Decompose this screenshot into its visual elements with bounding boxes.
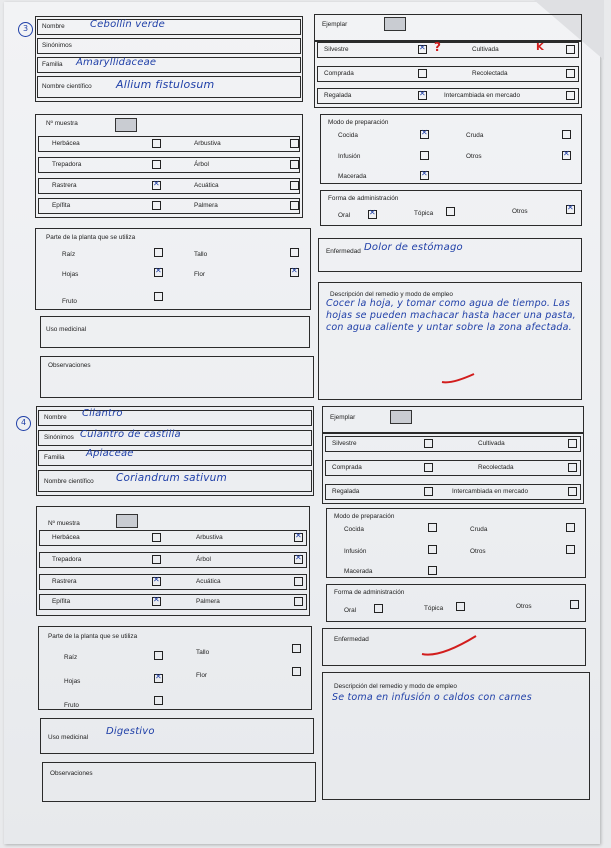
habit-checkbox-0[interactable] bbox=[152, 139, 161, 148]
name-field-2[interactable] bbox=[38, 410, 312, 426]
origin-label-1a: Silvestre bbox=[324, 46, 349, 53]
origin-checkbox-3a[interactable] bbox=[418, 91, 427, 100]
origin2-label-1a: Silvestre bbox=[332, 440, 357, 447]
habit2-label-4: Rastrera bbox=[52, 578, 77, 585]
part2-label-1: Tallo bbox=[196, 649, 210, 656]
part-label-4: Fruto bbox=[62, 298, 77, 305]
name-field[interactable] bbox=[37, 19, 301, 35]
specimen-block-2 bbox=[322, 406, 584, 434]
origin2-label-2a: Comprada bbox=[332, 464, 362, 471]
habit-checkbox-2[interactable] bbox=[152, 160, 161, 169]
prep-checkbox-0[interactable] bbox=[420, 130, 429, 139]
part-checkbox-3[interactable] bbox=[290, 268, 299, 277]
habit-checkbox-4[interactable] bbox=[152, 181, 161, 190]
habit2-checkbox-3[interactable] bbox=[294, 555, 303, 564]
habit-checkbox-7[interactable] bbox=[290, 201, 299, 210]
synonyms-value-2: Culantro de castilla bbox=[80, 429, 181, 440]
habit2-checkbox-7[interactable] bbox=[294, 597, 303, 606]
part2-checkbox-0[interactable] bbox=[154, 651, 163, 660]
habit-label-6: Epífita bbox=[52, 202, 71, 209]
habit-row-2-4 bbox=[39, 594, 307, 610]
admin-checkbox-0[interactable] bbox=[368, 210, 377, 219]
habit-row-4 bbox=[38, 198, 300, 214]
prep-label-0: Cocida bbox=[338, 132, 358, 139]
origin-row-2 bbox=[317, 66, 579, 82]
origin-label-3b: Intercambiada en mercado bbox=[444, 92, 521, 99]
origin-checkbox-1b[interactable] bbox=[566, 45, 575, 54]
origin2-checkbox-2a[interactable] bbox=[424, 463, 433, 472]
habit-checkbox-6[interactable] bbox=[152, 201, 161, 210]
paper-sheet bbox=[4, 2, 600, 844]
origin-checkbox-2a[interactable] bbox=[418, 69, 427, 78]
prep-label-3: Otros bbox=[466, 153, 482, 160]
part2-checkbox-1[interactable] bbox=[292, 644, 301, 653]
scientific-name-value: Allium fistulosum bbox=[116, 78, 215, 91]
plant-parts-label-2: Parte de la planta que se utiliza bbox=[48, 633, 138, 640]
prep2-checkbox-2[interactable] bbox=[428, 545, 437, 554]
specimen-label: Ejemplar bbox=[322, 21, 348, 28]
habit2-label-3: Árbol bbox=[196, 556, 211, 563]
prep-checkbox-1[interactable] bbox=[562, 130, 571, 139]
family-field-2[interactable] bbox=[38, 450, 312, 466]
part2-checkbox-3[interactable] bbox=[292, 667, 301, 676]
habit-checkbox-1[interactable] bbox=[290, 139, 299, 148]
habit-label-2: Trepadora bbox=[52, 161, 82, 168]
preparation-label: Modo de preparación bbox=[328, 119, 389, 126]
family-value-2: Apiaceae bbox=[86, 448, 134, 459]
name-value: Cebollín verde bbox=[90, 19, 165, 30]
administration-label: Forma de administración bbox=[328, 195, 399, 202]
plant-parts-label: Parte de la planta que se utiliza bbox=[46, 234, 136, 241]
record-number: 3 bbox=[18, 22, 33, 37]
disease-label: Enfermedad bbox=[326, 248, 361, 255]
origin-label-3a: Regalada bbox=[324, 92, 352, 99]
part-checkbox-4[interactable] bbox=[154, 292, 163, 301]
habit-checkbox-5[interactable] bbox=[290, 181, 299, 190]
habit2-checkbox-4[interactable] bbox=[152, 577, 161, 586]
habit2-checkbox-1[interactable] bbox=[294, 533, 303, 542]
origin-checkbox-2b[interactable] bbox=[566, 69, 575, 78]
habit-label-7: Palmera bbox=[194, 202, 218, 209]
admin2-label-1: Tópica bbox=[424, 605, 444, 612]
sample-label-2: Nº muestra bbox=[48, 520, 80, 527]
habit2-label-0: Herbácea bbox=[52, 534, 80, 541]
part2-label-0: Raíz bbox=[64, 654, 78, 661]
prep-checkbox-2[interactable] bbox=[420, 151, 429, 160]
sample-stamp bbox=[115, 118, 137, 132]
part-checkbox-1[interactable] bbox=[290, 248, 299, 257]
habit-checkbox-3[interactable] bbox=[290, 160, 299, 169]
origin-label-2b: Recolectada bbox=[472, 70, 508, 77]
observations-label-2: Observaciones bbox=[50, 770, 93, 777]
habit-row-2-3 bbox=[39, 574, 307, 590]
family-value: Amaryllidaceae bbox=[76, 57, 157, 68]
medicinal-use-value-2: Digestivo bbox=[106, 726, 155, 737]
prep2-checkbox-4[interactable] bbox=[428, 566, 437, 575]
prep2-label-0: Cocida bbox=[344, 526, 364, 533]
scientific-name-label-2: Nombre científico bbox=[44, 478, 94, 485]
habit2-label-5: Acuática bbox=[196, 578, 221, 585]
k-mark: K bbox=[536, 42, 544, 53]
remedy-value-2: Se toma en infusión o caldos con carnes bbox=[332, 692, 532, 703]
origin-checkbox-3b[interactable] bbox=[566, 91, 575, 100]
prep2-label-3: Otros bbox=[470, 548, 486, 555]
part-checkbox-0[interactable] bbox=[154, 248, 163, 257]
part2-label-3: Flor bbox=[196, 672, 208, 679]
prep-checkbox-4[interactable] bbox=[420, 171, 429, 180]
remedy-label-2: Descripción del remedio y modo de empleo bbox=[334, 683, 457, 690]
approval-tick-icon-2 bbox=[420, 634, 478, 660]
remedy-value: Cocer la hoja, y tomar como agua de tiempo. Las hojas se pueden machacar hasta hacer una pasta, con agua caliente y untar sobre la zona afectada. bbox=[326, 298, 576, 333]
habit2-label-7: Palmera bbox=[196, 598, 220, 605]
habit-row-3 bbox=[38, 178, 300, 194]
origin-checkbox-1a[interactable] bbox=[418, 45, 427, 54]
habit2-checkbox-6[interactable] bbox=[152, 597, 161, 606]
medicinal-use-label-2: Uso medicinal bbox=[48, 734, 89, 741]
question-mark: ? bbox=[434, 40, 441, 54]
origin2-label-3a: Regalada bbox=[332, 488, 360, 495]
admin2-label-0: Oral bbox=[344, 607, 357, 614]
part-label-0: Raíz bbox=[62, 251, 76, 258]
origin2-label-3b: Intercambiada en mercado bbox=[452, 488, 529, 495]
name-label-2: Nombre bbox=[44, 414, 67, 421]
specimen-block bbox=[314, 14, 582, 42]
habit2-label-2: Trepadora bbox=[52, 556, 82, 563]
origin2-row-1 bbox=[325, 436, 581, 452]
origin2-label-2b: Recolectada bbox=[478, 464, 514, 471]
record-number-2: 4 bbox=[16, 416, 31, 431]
habit-label-4: Rastrera bbox=[52, 182, 77, 189]
sample-label: Nº muestra bbox=[46, 120, 78, 127]
prep-label-4: Macerada bbox=[338, 173, 367, 180]
origin2-checkbox-1b[interactable] bbox=[568, 439, 577, 448]
admin2-checkbox-1[interactable] bbox=[456, 602, 465, 611]
habit2-label-6: Epífita bbox=[52, 598, 71, 605]
prep-label-1: Cruda bbox=[466, 132, 484, 139]
habit-label-3: Árbol bbox=[194, 161, 209, 168]
habit2-checkbox-2[interactable] bbox=[152, 555, 161, 564]
disease-label-2: Enfermedad bbox=[334, 636, 369, 643]
origin-label-2a: Comprada bbox=[324, 70, 354, 77]
admin2-checkbox-2[interactable] bbox=[570, 600, 579, 609]
prep2-label-1: Cruda bbox=[470, 526, 488, 533]
administration-label-2: Forma de administración bbox=[334, 589, 405, 596]
part2-label-2: Hojas bbox=[64, 678, 81, 685]
origin2-checkbox-3a[interactable] bbox=[424, 487, 433, 496]
observations-label: Observaciones bbox=[48, 362, 91, 369]
prep2-checkbox-0[interactable] bbox=[428, 523, 437, 532]
admin-label-1: Tópica bbox=[414, 210, 434, 217]
admin2-label-2: Otros bbox=[516, 603, 532, 610]
prep-label-2: Infusión bbox=[338, 153, 361, 160]
approval-tick-icon bbox=[440, 370, 476, 386]
prep2-label-4: Macerada bbox=[344, 568, 373, 575]
origin2-label-1b: Cultivada bbox=[478, 440, 505, 447]
prep2-checkbox-1[interactable] bbox=[566, 523, 575, 532]
scientific-name-label: Nombre científico bbox=[42, 83, 92, 90]
habit2-checkbox-0[interactable] bbox=[152, 533, 161, 542]
origin2-checkbox-1a[interactable] bbox=[424, 439, 433, 448]
part2-label-4: Fruto bbox=[64, 702, 79, 709]
specimen-label-2: Ejemplar bbox=[330, 414, 356, 421]
part2-checkbox-2[interactable] bbox=[154, 674, 163, 683]
preparation-label-2: Modo de preparación bbox=[334, 513, 395, 520]
synonyms-label-2: Sinónimos bbox=[44, 434, 74, 441]
prep2-label-2: Infusión bbox=[344, 548, 367, 555]
synonyms-label: Sinónimos bbox=[42, 42, 72, 49]
prep-checkbox-3[interactable] bbox=[562, 151, 571, 160]
synonyms-field[interactable] bbox=[37, 38, 301, 54]
name-value-2: Cilantro bbox=[82, 408, 123, 419]
prep2-checkbox-3[interactable] bbox=[566, 545, 575, 554]
admin-label-2: Otros bbox=[512, 208, 528, 215]
admin2-checkbox-0[interactable] bbox=[374, 604, 383, 613]
origin2-checkbox-3b[interactable] bbox=[568, 487, 577, 496]
admin-checkbox-2[interactable] bbox=[566, 205, 575, 214]
family-label: Familia bbox=[42, 61, 63, 68]
name-label: Nombre bbox=[42, 23, 65, 30]
part2-checkbox-4[interactable] bbox=[154, 696, 163, 705]
origin2-checkbox-2b[interactable] bbox=[568, 463, 577, 472]
origin-label-1b: Cultivada bbox=[472, 46, 499, 53]
remedy-label: Descripción del remedio y modo de empleo bbox=[330, 291, 453, 298]
origin2-row-2 bbox=[325, 460, 581, 476]
disease-value: Dolor de estómago bbox=[364, 242, 463, 253]
medicinal-use-label: Uso medicinal bbox=[46, 326, 87, 333]
observations-block-2 bbox=[42, 762, 316, 802]
specimen-stamp-2 bbox=[390, 410, 412, 424]
scientific-name-value-2: Coriandrum sativum bbox=[116, 472, 227, 484]
specimen-stamp bbox=[384, 17, 406, 31]
habit-label-1: Arbustiva bbox=[194, 140, 221, 147]
sample-stamp-2 bbox=[116, 514, 138, 528]
habit-label-0: Herbácea bbox=[52, 140, 80, 147]
part-label-3: Flor bbox=[194, 271, 206, 278]
habit2-label-1: Arbustiva bbox=[196, 534, 223, 541]
admin-checkbox-1[interactable] bbox=[446, 207, 455, 216]
part-label-2: Hojas bbox=[62, 271, 79, 278]
part-checkbox-2[interactable] bbox=[154, 268, 163, 277]
habit-label-5: Acuática bbox=[194, 182, 219, 189]
habit2-checkbox-5[interactable] bbox=[294, 577, 303, 586]
admin-label-0: Oral bbox=[338, 212, 351, 219]
family-label-2: Familia bbox=[44, 454, 65, 461]
part-label-1: Tallo bbox=[194, 251, 208, 258]
